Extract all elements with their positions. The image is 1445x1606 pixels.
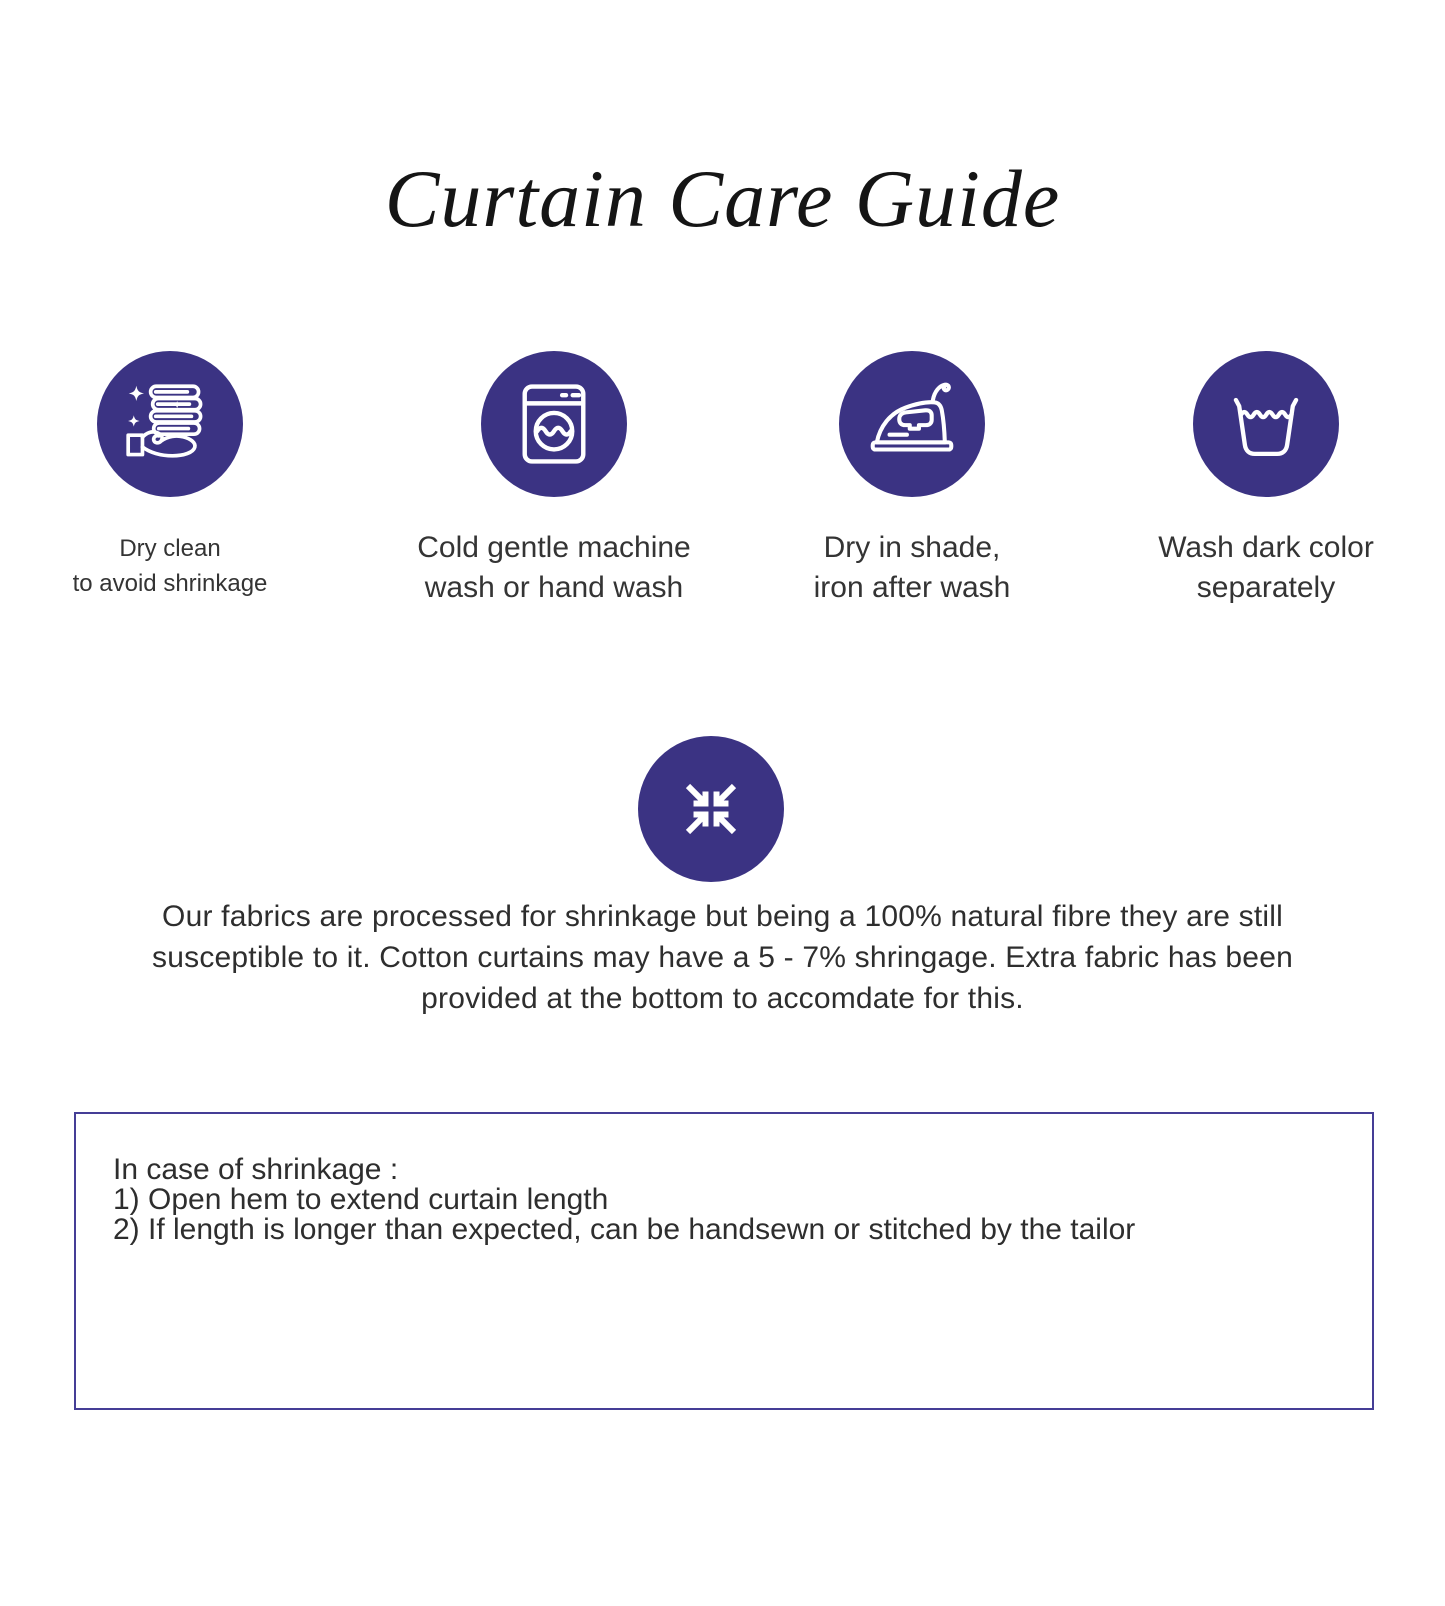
note-box-item: 2) If length is longer than expected, can be handsewn or stitched by the tailor bbox=[113, 1213, 1136, 1246]
care-label-line: separately bbox=[1196, 571, 1336, 604]
note-box-item: 1) Open hem to extend curtain length bbox=[113, 1183, 609, 1216]
care-label-line: Wash dark color bbox=[1158, 531, 1374, 564]
care-item-label-dark-colors bbox=[1086, 528, 1445, 608]
washing-machine-icon bbox=[506, 376, 602, 472]
care-item-label-dry-clean bbox=[20, 531, 320, 601]
shrinkage-paragraph: Our fabrics are processed for shrinkage but being a 100% natural fibre they are still susceptible to it. Cotton curtains may have a 5 - 7% shringage. Extra fabric has been provided at the bottom to accomdate for this. bbox=[152, 900, 1293, 1015]
wash-basin-icon bbox=[1219, 377, 1313, 471]
care-item-circle-iron bbox=[839, 351, 985, 497]
shrink-arrows-icon bbox=[665, 763, 757, 855]
care-item-label-machine-wash bbox=[374, 528, 734, 608]
care-label-line: to avoid shrinkage bbox=[72, 570, 268, 597]
care-label-line: Dry in shade, bbox=[823, 531, 1001, 564]
care-item-label-iron bbox=[732, 528, 1092, 608]
care-item-circle-dark-colors bbox=[1193, 351, 1339, 497]
shrinkage-circle bbox=[638, 736, 784, 882]
dry-clean-hand-towels-icon bbox=[119, 373, 221, 475]
care-label-line: wash or hand wash bbox=[424, 571, 684, 604]
care-item-circle-machine-wash bbox=[481, 351, 627, 497]
iron-icon bbox=[861, 373, 963, 475]
shrinkage-note-box bbox=[74, 1112, 1374, 1410]
page-title: Curtain Care Guide bbox=[384, 153, 1061, 244]
care-item-circle-dry-clean bbox=[97, 351, 243, 497]
care-label-line: iron after wash bbox=[813, 571, 1011, 604]
care-label-line: Cold gentle machine bbox=[417, 531, 691, 564]
note-box-heading: In case of shrinkage : bbox=[113, 1153, 399, 1186]
care-label-line: Dry clean bbox=[119, 535, 221, 562]
